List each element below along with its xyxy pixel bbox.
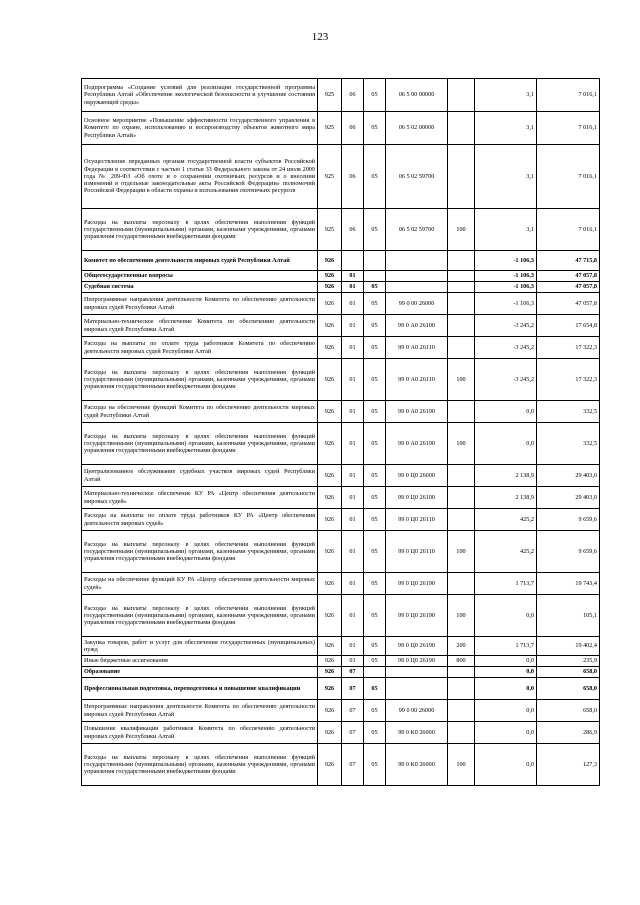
row-section-code: 01: [342, 337, 364, 359]
row-total-amount: 47 715,8: [537, 251, 600, 271]
row-expense-type: 100: [448, 209, 475, 251]
row-section-code: 07: [342, 700, 364, 722]
table-row: [82, 423, 600, 465]
table-row: [82, 700, 600, 722]
row-section-code: 01: [342, 465, 364, 487]
row-total-amount: 9 659,6: [537, 531, 600, 573]
row-section-code: 01: [342, 293, 364, 315]
table-row: [82, 722, 600, 744]
row-subsection-code: 05: [364, 656, 386, 667]
table-row: [82, 251, 600, 271]
row-expense-type: [448, 667, 475, 678]
row-ministry-code: 926: [318, 509, 342, 531]
row-subsection-code: [364, 667, 386, 678]
table-row: [82, 595, 600, 637]
row-section-code: 01: [342, 487, 364, 509]
row-expense-type: [448, 722, 475, 744]
row-change-amount: 0,0: [475, 656, 537, 667]
row-section-code: 06: [342, 79, 364, 112]
row-total-amount: 658,0: [537, 678, 600, 700]
row-target-article: 99 0 А0 26110: [386, 337, 448, 359]
row-section-code: 01: [342, 531, 364, 573]
row-target-article: 99 0 А0 26100: [386, 315, 448, 337]
row-ministry-code: 926: [318, 656, 342, 667]
row-ministry-code: 926: [318, 487, 342, 509]
row-description: Материально-техническое обеспечение КУ РА «Центр обеспечения деятельности мировых судей»: [82, 487, 318, 509]
row-expense-type: [448, 573, 475, 595]
row-ministry-code: 926: [318, 678, 342, 700]
row-total-amount: 17 322,3: [537, 359, 600, 401]
table-row: [82, 359, 600, 401]
row-description: Закупка товаров, работ и услуг для обеспечения государственных (муниципальных) нужд: [82, 637, 318, 656]
row-description: Расходы на выплаты по оплате труда работников КУ РА «Центр обеспечения деятельности мировых судей»: [82, 509, 318, 531]
table-row: [82, 656, 600, 667]
row-ministry-code: 926: [318, 337, 342, 359]
row-section-code: 01: [342, 359, 364, 401]
row-expense-type: [448, 282, 475, 293]
row-subsection-code: 05: [364, 145, 386, 209]
row-description: Расходы на обеспечение функций Комитета по обеспечению деятельности мировых судей Республики Алтай: [82, 401, 318, 423]
row-ministry-code: 926: [318, 423, 342, 465]
row-subsection-code: 05: [364, 573, 386, 595]
row-expense-type: 100: [448, 595, 475, 637]
table-row: [82, 465, 600, 487]
row-target-article: 99 0 К0 26000: [386, 744, 448, 786]
row-expense-type: [448, 700, 475, 722]
row-change-amount: 3,1: [475, 145, 537, 209]
table-row: [82, 271, 600, 282]
row-subsection-code: 05: [364, 595, 386, 637]
row-total-amount: 658,0: [537, 667, 600, 678]
row-total-amount: 7 016,1: [537, 209, 600, 251]
row-description: Образование: [82, 667, 318, 678]
row-change-amount: 1 713,7: [475, 637, 537, 656]
row-total-amount: 47 057,8: [537, 282, 600, 293]
row-expense-type: 200: [448, 637, 475, 656]
table-row: [82, 509, 600, 531]
row-section-code: 06: [342, 209, 364, 251]
row-ministry-code: 926: [318, 293, 342, 315]
row-total-amount: 47 057,8: [537, 293, 600, 315]
row-expense-type: 100: [448, 359, 475, 401]
row-expense-type: [448, 465, 475, 487]
row-total-amount: 286,9: [537, 722, 600, 744]
row-subsection-code: [364, 251, 386, 271]
row-subsection-code: 05: [364, 293, 386, 315]
row-target-article: 06 5 02 00000: [386, 112, 448, 145]
row-section-code: 07: [342, 667, 364, 678]
row-target-article: 99 0 Ц0 26000: [386, 465, 448, 487]
table-row: [82, 487, 600, 509]
row-expense-type: [448, 251, 475, 271]
row-subsection-code: [364, 271, 386, 282]
row-total-amount: 29 403,0: [537, 487, 600, 509]
row-description: Судебная система: [82, 282, 318, 293]
row-ministry-code: 926: [318, 401, 342, 423]
row-change-amount: 0,0: [475, 423, 537, 465]
table-row: [82, 637, 600, 656]
row-expense-type: 100: [448, 423, 475, 465]
table-row: [82, 145, 600, 209]
row-ministry-code: 926: [318, 667, 342, 678]
row-description: Расходы на выплаты персоналу в целях обеспечения выполнения функций государственными (муниципальными) органами, казенными учреждениями, органами управления государственными внебюджетными фондами: [82, 209, 318, 251]
row-section-code: 01: [342, 637, 364, 656]
row-ministry-code: 926: [318, 637, 342, 656]
row-expense-type: [448, 401, 475, 423]
row-target-article: 06 5 00 00000: [386, 79, 448, 112]
row-subsection-code: 05: [364, 700, 386, 722]
row-target-article: 99 0 Ц0 26110: [386, 509, 448, 531]
row-description: Непрограммные направления деятельности Комитета по обеспечению деятельности мировых судей Республики Алтай: [82, 700, 318, 722]
row-target-article: 99 0 К0 26000: [386, 722, 448, 744]
row-target-article: 99 0 А0 26110: [386, 359, 448, 401]
row-ministry-code: 925: [318, 209, 342, 251]
row-description: Расходы на выплаты персоналу в целях обеспечения выполнения функций государственными (муниципальными) органами, казенными учреждениями, органами управления государственными внебюджетными фондами: [82, 744, 318, 786]
row-target-article: 99 0 Ц0 26190: [386, 637, 448, 656]
row-change-amount: 0,0: [475, 744, 537, 786]
row-section-code: 01: [342, 509, 364, 531]
row-total-amount: 332,5: [537, 401, 600, 423]
row-change-amount: -3 245,2: [475, 315, 537, 337]
row-ministry-code: 926: [318, 531, 342, 573]
row-description: Повышение квалификации работников Комитета по обеспечению деятельности мировых судей Республики Алтай: [82, 722, 318, 744]
row-subsection-code: 05: [364, 531, 386, 573]
row-expense-type: [448, 678, 475, 700]
table-row: [82, 401, 600, 423]
table-row: [82, 678, 600, 700]
budget-table: [81, 78, 600, 786]
row-total-amount: 7 016,1: [537, 112, 600, 145]
row-section-code: 06: [342, 145, 364, 209]
row-section-code: [342, 251, 364, 271]
table-body: [82, 79, 600, 786]
row-subsection-code: 05: [364, 423, 386, 465]
row-section-code: 06: [342, 112, 364, 145]
row-total-amount: 7 016,1: [537, 79, 600, 112]
row-change-amount: 0,0: [475, 401, 537, 423]
row-change-amount: 0,0: [475, 678, 537, 700]
row-total-amount: 19 402,4: [537, 637, 600, 656]
row-section-code: 01: [342, 282, 364, 293]
row-ministry-code: 926: [318, 315, 342, 337]
row-expense-type: 100: [448, 744, 475, 786]
row-ministry-code: 926: [318, 271, 342, 282]
row-ministry-code: 926: [318, 595, 342, 637]
row-change-amount: 0,0: [475, 595, 537, 637]
row-target-article: 99 0 Ц0 26110: [386, 531, 448, 573]
row-target-article: 99 0 00 26000: [386, 700, 448, 722]
row-subsection-code: 05: [364, 112, 386, 145]
row-description: Подпрограмма «Создание условий для реализации государственной программы Республики Алтай «Обеспечение экологической безопасности и улучшение состояния окружающей среды»: [82, 79, 318, 112]
row-change-amount: 3,1: [475, 112, 537, 145]
row-subsection-code: 05: [364, 744, 386, 786]
row-description: Осуществление переданных органам государственной власти субъектов Российской Федерации в соответствии с частью 1 статьи 33 Федерального закона от 24 июля 2009 года № 209-ФЗ «Об охоте и о сохранении охотничьих ресурсов и о внесении изменений в отдельные законодательные акты Российской Федерации» полномочий Российской Федерации в области охраны и использования охотничьих ресурсов: [82, 145, 318, 209]
row-section-code: 01: [342, 656, 364, 667]
row-subsection-code: 05: [364, 337, 386, 359]
row-change-amount: -3 245,2: [475, 337, 537, 359]
row-description: Расходы на обеспечение функций КУ РА «Центр обеспечения деятельности мировых судей»: [82, 573, 318, 595]
row-ministry-code: 926: [318, 251, 342, 271]
row-description: Комитет по обеспечению деятельности мировых судей Республики Алтай: [82, 251, 318, 271]
row-description: Расходы на выплаты персоналу в целях обеспечения выполнения функций государственными (муниципальными) органами, казенными учреждениями, органами управления государственными внебюджетными фондами: [82, 359, 318, 401]
row-expense-type: [448, 293, 475, 315]
row-description: Расходы на выплаты персоналу в целях обеспечения выполнения функций государственными (муниципальными) органами, казенными учреждениями, органами управления государственными внебюджетными фондами: [82, 423, 318, 465]
row-subsection-code: 05: [364, 465, 386, 487]
row-target-article: 06 5 02 59700: [386, 209, 448, 251]
row-subsection-code: 05: [364, 487, 386, 509]
row-target-article: 99 0 Ц0 26190: [386, 573, 448, 595]
row-target-article: [386, 678, 448, 700]
row-target-article: [386, 251, 448, 271]
row-subsection-code: 05: [364, 678, 386, 700]
row-total-amount: 17 322,3: [537, 337, 600, 359]
row-ministry-code: 926: [318, 359, 342, 401]
row-change-amount: 1 713,7: [475, 573, 537, 595]
row-description: Расходы на выплаты персоналу в целях обеспечения выполнения функций государственными (муниципальными) органами, казенными учреждениями, органами управления государственными внебюджетными фондами: [82, 531, 318, 573]
row-change-amount: 425,2: [475, 531, 537, 573]
row-change-amount: 3,1: [475, 209, 537, 251]
row-target-article: [386, 667, 448, 678]
row-total-amount: 19 743,4: [537, 573, 600, 595]
row-description: Непрограммные направления деятельности Комитета по обеспечению деятельности мировых судей Республики Алтай: [82, 293, 318, 315]
row-change-amount: -1 106,3: [475, 293, 537, 315]
row-section-code: 01: [342, 315, 364, 337]
table-row: [82, 315, 600, 337]
row-subsection-code: 05: [364, 722, 386, 744]
row-total-amount: 658,0: [537, 700, 600, 722]
page-number: 123: [311, 31, 329, 43]
row-description: Расходы на выплаты персоналу в целях обеспечения выполнения функций государственными (муниципальными) органами, казенными учреждениями, органами управления государственными внебюджетными фондами: [82, 595, 318, 637]
row-subsection-code: 05: [364, 209, 386, 251]
row-expense-type: 800: [448, 656, 475, 667]
row-ministry-code: 926: [318, 722, 342, 744]
row-ministry-code: 926: [318, 573, 342, 595]
row-section-code: 01: [342, 573, 364, 595]
row-total-amount: 9 659,6: [537, 509, 600, 531]
row-target-article: 99 0 00 26000: [386, 293, 448, 315]
row-expense-type: [448, 509, 475, 531]
row-expense-type: [448, 79, 475, 112]
row-target-article: 99 0 Ц0 26190: [386, 595, 448, 637]
row-section-code: 01: [342, 423, 364, 465]
row-change-amount: 2 138,9: [475, 487, 537, 509]
row-ministry-code: 926: [318, 282, 342, 293]
table-row: [82, 337, 600, 359]
table-row: [82, 573, 600, 595]
row-change-amount: -1 106,3: [475, 282, 537, 293]
row-change-amount: 2 138,9: [475, 465, 537, 487]
row-subsection-code: 05: [364, 637, 386, 656]
table-row: [82, 209, 600, 251]
row-subsection-code: 05: [364, 401, 386, 423]
row-ministry-code: 926: [318, 700, 342, 722]
row-subsection-code: 05: [364, 509, 386, 531]
row-total-amount: 127,3: [537, 744, 600, 786]
row-subsection-code: 05: [364, 359, 386, 401]
row-ministry-code: 925: [318, 112, 342, 145]
row-change-amount: -1 106,3: [475, 271, 537, 282]
row-target-article: [386, 271, 448, 282]
row-target-article: [386, 282, 448, 293]
row-subsection-code: 05: [364, 282, 386, 293]
row-total-amount: 235,9: [537, 656, 600, 667]
row-ministry-code: 926: [318, 465, 342, 487]
row-change-amount: -1 106,3: [475, 251, 537, 271]
row-section-code: 07: [342, 678, 364, 700]
row-expense-type: [448, 145, 475, 209]
row-target-article: 99 0 А0 26190: [386, 423, 448, 465]
row-change-amount: 425,2: [475, 509, 537, 531]
table-row: [82, 282, 600, 293]
row-target-article: 99 0 Ц0 26100: [386, 487, 448, 509]
row-change-amount: 3,1: [475, 79, 537, 112]
row-change-amount: 0,0: [475, 667, 537, 678]
row-expense-type: [448, 271, 475, 282]
row-total-amount: 105,1: [537, 595, 600, 637]
row-description: Основное мероприятие «Повышение эффективности государственного управления в Комитете по охране, использованию и воспроизводству объектов животного мира Республики Алтай»: [82, 112, 318, 145]
row-section-code: 07: [342, 722, 364, 744]
row-description: Общегосударственные вопросы: [82, 271, 318, 282]
row-subsection-code: 05: [364, 79, 386, 112]
row-subsection-code: 05: [364, 315, 386, 337]
row-ministry-code: 925: [318, 145, 342, 209]
row-expense-type: [448, 112, 475, 145]
table-row: [82, 744, 600, 786]
table-row: [82, 79, 600, 112]
row-description: Централизованное обслуживание судебных участков мировых судей Республики Алтай: [82, 465, 318, 487]
row-change-amount: -3 245,2: [475, 359, 537, 401]
row-expense-type: [448, 315, 475, 337]
row-ministry-code: 926: [318, 744, 342, 786]
row-total-amount: 7 016,1: [537, 145, 600, 209]
row-total-amount: 332,5: [537, 423, 600, 465]
row-expense-type: 100: [448, 531, 475, 573]
table-row: [82, 667, 600, 678]
row-total-amount: 29 403,0: [537, 465, 600, 487]
row-description: Профессиональная подготовка, переподготовка и повышение квалификации: [82, 678, 318, 700]
row-section-code: 01: [342, 595, 364, 637]
row-description: Материально-техническое обеспечение Комитета по обеспечению деятельности мировых судей Республики Алтай: [82, 315, 318, 337]
row-expense-type: [448, 337, 475, 359]
row-change-amount: 0,0: [475, 700, 537, 722]
row-total-amount: 47 057,8: [537, 271, 600, 282]
row-description: Иные бюджетные ассигнования: [82, 656, 318, 667]
row-target-article: 06 5 02 59700: [386, 145, 448, 209]
row-expense-type: [448, 487, 475, 509]
row-section-code: 07: [342, 744, 364, 786]
row-target-article: 99 0 Ц0 26190: [386, 656, 448, 667]
row-description: Расходы на выплаты по оплате труда работников Комитета по обеспечению деятельности мировых судей Республики Алтай: [82, 337, 318, 359]
table-row: [82, 531, 600, 573]
row-target-article: 99 0 А0 26190: [386, 401, 448, 423]
table-row: [82, 293, 600, 315]
table-row: [82, 112, 600, 145]
row-total-amount: 17 654,8: [537, 315, 600, 337]
row-section-code: 01: [342, 271, 364, 282]
row-change-amount: 0,0: [475, 722, 537, 744]
row-ministry-code: 925: [318, 79, 342, 112]
row-section-code: 01: [342, 401, 364, 423]
